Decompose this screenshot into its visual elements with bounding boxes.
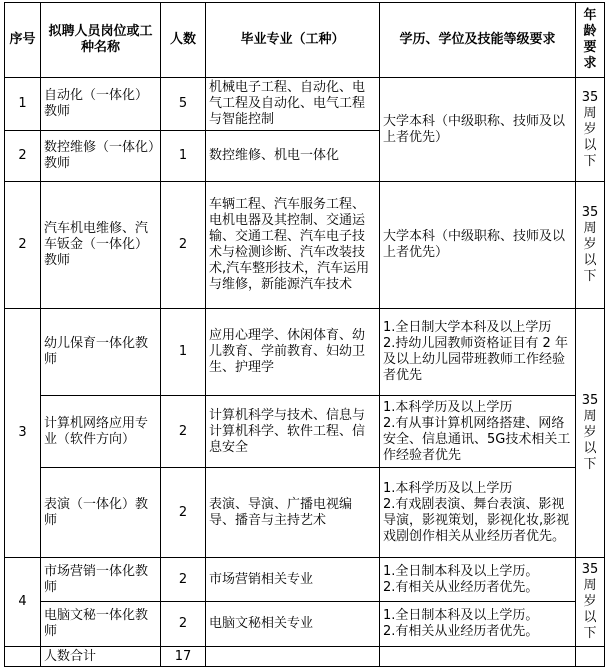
education-requirement: 1.本科学历及以上学历 2.有戏剧表演、舞台表演、影视导演，影视策划，影视化妆,影视戏剧创作相关从业经历者优先。 <box>380 468 576 558</box>
education-requirement: 1.全日制本科及以上学历。 2.有相关从业经历者优先。 <box>380 602 576 647</box>
total-empty-cell <box>576 647 605 667</box>
age-requirement: 35周岁以下 <box>576 78 605 182</box>
row-seq: 2 <box>5 182 41 309</box>
row-major: 机械电子工程、自动化、电气工程及自动化、电气工程与智能控制 <box>206 78 380 131</box>
education-requirement: 大学本科（中级职称、技师及以上者优先） <box>380 182 576 309</box>
header-count: 人数 <box>161 3 206 78</box>
education-requirement: 大学本科（中级职称、技师及以上者优先） <box>380 78 576 182</box>
row-major: 市场营销相关专业 <box>206 558 380 602</box>
row-seq: 1 <box>5 78 41 131</box>
table-row <box>5 182 605 309</box>
row-seq: 2 <box>5 131 41 182</box>
table-row <box>5 78 605 131</box>
total-empty-cell <box>380 647 576 667</box>
age-requirement: 35周岁以下 <box>576 309 605 558</box>
row-count: 2 <box>161 396 206 468</box>
header-education: 学历、学位及技能等级要求 <box>380 3 576 78</box>
table-row <box>5 602 605 647</box>
row-position: 汽车机电维修、汽车钣金（一体化）教师 <box>41 182 161 309</box>
education-requirement: 1.本科学历及以上学历 2.有从事计算机网络搭建、网络安全、信息通讯、5G技术相关工作经验者优先 <box>380 396 576 468</box>
row-seq: 4 <box>5 558 41 647</box>
row-count: 2 <box>161 602 206 647</box>
header-position: 拟聘人员岗位或工种名称 <box>41 3 161 78</box>
age-requirement: 35周岁以下 <box>576 182 605 309</box>
header-age: 年龄要求 <box>576 3 605 78</box>
header-seq: 序号 <box>5 3 41 78</box>
row-position: 计算机网络应用专业（软件方向） <box>41 396 161 468</box>
row-major: 计算机科学与技术、信息与计算机科学、软件工程、信息安全 <box>206 396 380 468</box>
table-row <box>5 468 605 558</box>
row-seq: 3 <box>5 309 41 558</box>
age-requirement: 35周岁以下 <box>576 558 605 647</box>
row-position: 自动化（一体化）教师 <box>41 78 161 131</box>
row-position: 电脑文秘一体化教师 <box>41 602 161 647</box>
row-count: 1 <box>161 309 206 396</box>
row-major: 车辆工程、汽车服务工程、电机电器及其控制、交通运输、交通工程、汽车电子技术与检测诊断、汽车改装技术,汽车整形技术，汽车运用与维修，新能源汽车技术 <box>206 182 380 309</box>
row-position: 数控维修（一体化）教师 <box>41 131 161 182</box>
row-count: 5 <box>161 78 206 131</box>
row-major: 数控维修、机电一体化 <box>206 131 380 182</box>
row-major: 应用心理学、休闲体育、幼儿教育、学前教育、妇幼卫生、护理学 <box>206 309 380 396</box>
header-major: 毕业专业（工种） <box>206 3 380 78</box>
table-row <box>5 396 605 468</box>
education-requirement: 1.全日制本科及以上学历。 2.有相关从业经历者优先。 <box>380 558 576 602</box>
row-count: 2 <box>161 558 206 602</box>
row-major: 电脑文秘相关专业 <box>206 602 380 647</box>
row-count: 2 <box>161 468 206 558</box>
row-major: 表演、导演、广播电视编导、播音与主持艺术 <box>206 468 380 558</box>
header-row <box>5 3 605 78</box>
row-position: 表演（一体化）教师 <box>41 468 161 558</box>
row-position: 幼儿保育一体化教师 <box>41 309 161 396</box>
row-position: 市场营销一体化教师 <box>41 558 161 602</box>
row-count: 1 <box>161 131 206 182</box>
recruitment-table <box>4 2 605 667</box>
table-row <box>5 309 605 396</box>
education-requirement: 1.全日制大学本科及以上学历 2.持幼儿园教师资格证目有 2 年及以上幼儿园带班教师工作经验者优先 <box>380 309 576 396</box>
table-row <box>5 558 605 602</box>
total-empty-cell <box>5 647 41 667</box>
row-count: 2 <box>161 182 206 309</box>
total-empty-cell <box>206 647 380 667</box>
total-label: 人数合计 <box>41 647 161 667</box>
total-row <box>5 647 605 667</box>
total-count: 17 <box>161 647 206 667</box>
